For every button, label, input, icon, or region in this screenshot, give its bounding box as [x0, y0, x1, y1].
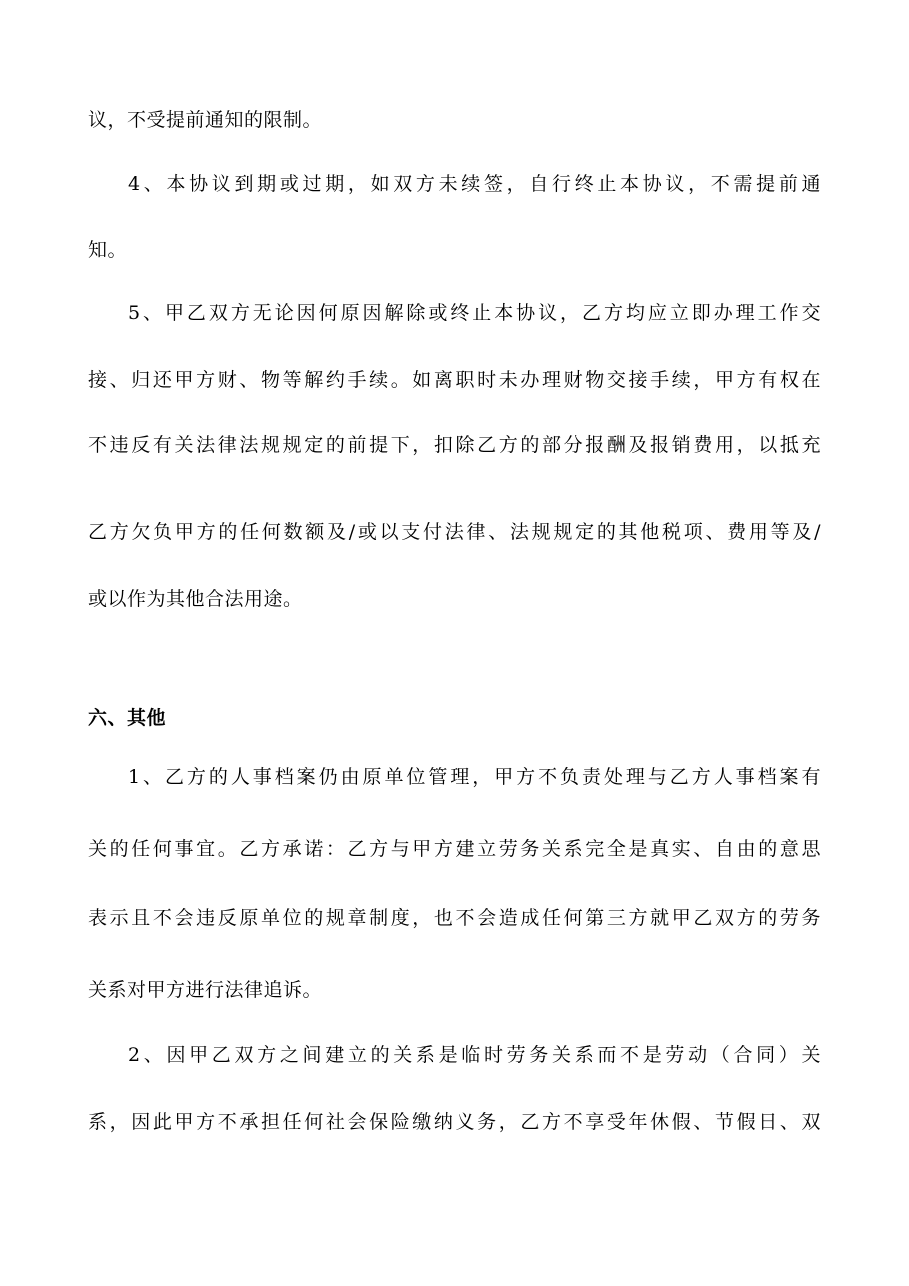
clause-2-line-1: 2、因甲乙双方之间建立的关系是临时劳务关系而不是劳动（合同）关: [128, 1044, 821, 1066]
clause-5-line-4: 乙方欠负甲方的任何数额及/或以支付法律、法规规定的其他税项、费用等及/: [88, 521, 821, 543]
clause-5-line-2: 接、归还甲方财、物等解约手续。如离职时未办理财物交接手续，甲方有权在: [88, 369, 821, 391]
clause-1-line-4: 关系对甲方进行法律追诉。: [88, 979, 323, 1001]
clause-5-line-3: 不违反有关法律法规规定的前提下，扣除乙方的部分报酬及报销费用，以抵充: [88, 434, 821, 456]
clause-4-line-1: 4、本协议到期或过期，如双方未续签，自行终止本协议，不需提前通: [128, 173, 821, 195]
section-heading: 六、其他: [88, 707, 167, 729]
clause-1-line-3: 表示且不会违反原单位的规章制度，也不会造成任何第三方就甲乙双方的劳务: [88, 907, 821, 929]
clause-2-line-2: 系，因此甲方不承担任何社会保险缴纳义务，乙方不享受年休假、节假日、双: [88, 1111, 821, 1133]
paragraph-line: 议，不受提前通知的限制。: [88, 109, 323, 131]
clause-4-line-2: 知。: [88, 239, 128, 261]
clause-1-line-2: 关的任何事宜。乙方承诺：乙方与甲方建立劳务关系完全是真实、自由的意思: [88, 838, 821, 860]
clause-1-line-1: 1、乙方的人事档案仍由原单位管理，甲方不负责处理与乙方人事档案有: [128, 766, 821, 788]
clause-5-line-1: 5、甲乙双方无论因何原因解除或终止本协议，乙方均应立即办理工作交: [128, 302, 821, 324]
clause-5-line-5: 或以作为其他合法用途。: [88, 588, 303, 610]
